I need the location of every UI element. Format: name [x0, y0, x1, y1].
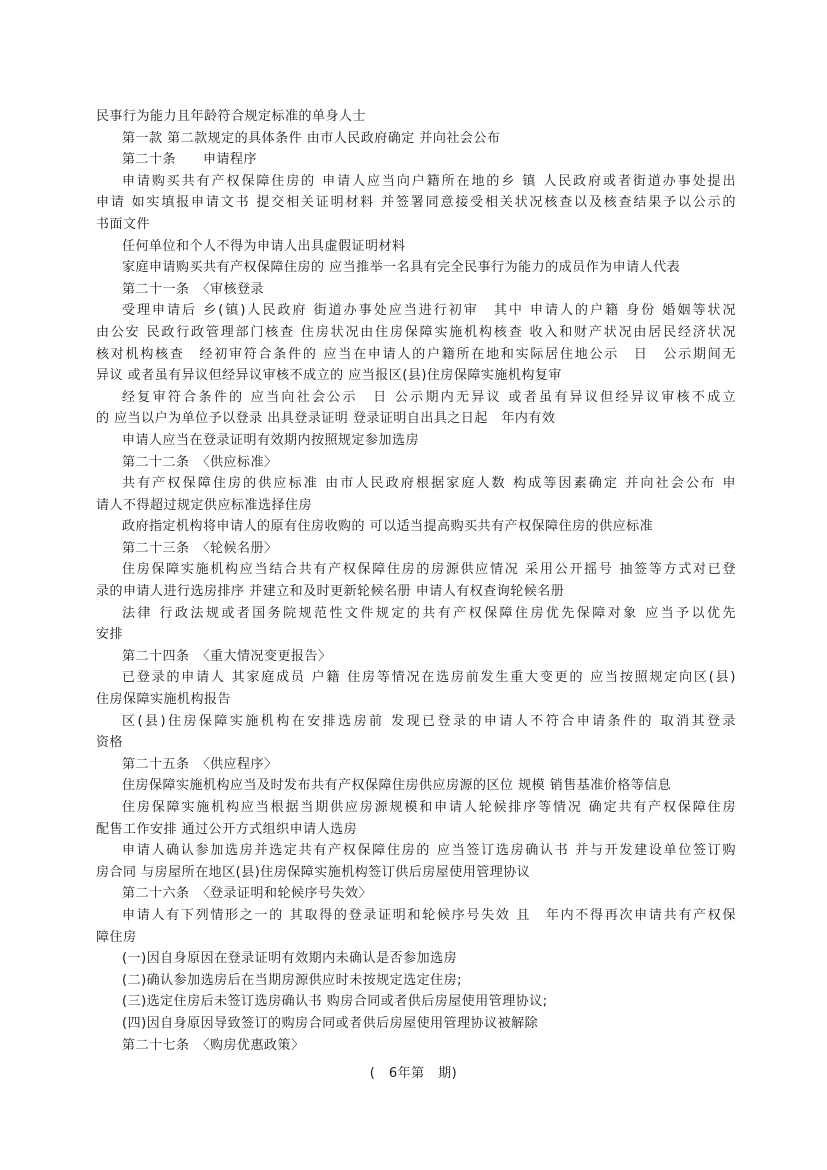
list-item: (二)确认参加选房后在当期房源供应时未按规定选定住房;	[122, 972, 463, 988]
text-line: 法律 行政法规或者国务院规范性文件规定的共有产权保障住房优先保障对象 应当予以优先	[122, 605, 736, 621]
document-body	[96, 106, 736, 1056]
text-line: 核对机构核查 经初审符合条件的 应当在申请人的户籍所在地和实际居住地公示 日 公示期间无	[96, 346, 736, 362]
text-line: 第一款 第二款规定的具体条件 由市人民政府确定 并向社会公布	[122, 130, 501, 146]
text-line: 申请 如实填报申请文书 提交相关证明材料 并签署同意接受相关状况核查以及核查结果予以公示的	[96, 195, 736, 211]
text-line: 共有产权保障住房的供应标准 由市人民政府根据家庭人数 构成等因素确定 并向社会公布 申	[122, 476, 736, 492]
list-item: (一)因自身原因在登录证明有效期内未确认是否参加选房	[122, 951, 458, 967]
text-line: 受理申请后 乡(镇)人民政府 街道办事处应当进行初审 其中 申请人的户籍 身份 婚姻等状况	[122, 303, 736, 319]
article-heading: 第二十二条 〈供应标准〉	[122, 454, 278, 470]
list-item: (三)选定住房后未签订选房确认书 购房合同或者供后房屋使用管理协议;	[122, 994, 548, 1010]
page-footer: ( 6年第 期)	[369, 1066, 458, 1081]
text-line: 已登录的申请人 其家庭成员 户籍 住房等情况在选房前发生重大变更的 应当按照规定向区(县)	[122, 670, 736, 686]
list-item: (四)因自身原因导致签订的购房合同或者供后房屋使用管理协议被解除	[122, 1015, 539, 1031]
text-line: 经复审符合条件的 应当向社会公示 日 公示期内无异议 或者虽有异议但经异议审核不成立	[122, 389, 736, 405]
text-line: 家庭申请购买共有产权保障住房的 应当推举一名具有完全民事行为能力的成员作为申请人代表	[122, 260, 681, 276]
text-line: 区(县)住房保障实施机构在安排选房前 发现已登录的申请人不符合申请条件的 取消其登录	[122, 713, 736, 729]
article-heading: 第二十五条 〈供应程序〉	[122, 756, 278, 772]
text-line: 住房保障实施机构报告	[96, 692, 232, 708]
text-line: 由公安 民政行政管理部门核查 住房状况由住房保障实施机构核查 收入和财产状况由居民经济状况	[96, 324, 736, 340]
text-line: 住房保障实施机构应当结合共有产权保障住房的房源供应情况 采用公开摇号 抽签等方式对已登	[122, 562, 736, 578]
article-heading: 第二十三条 〈轮候名册〉	[122, 540, 278, 556]
text-line: 申请人应当在登录证明有效期内按照规定参加选房	[122, 432, 420, 448]
text-line: 申请人有下列情形之一的 其取得的登录证明和轮候序号失效 且 年内不得再次申请共有产权保	[122, 907, 736, 923]
text-line: 资格	[96, 735, 124, 751]
text-line: 任何单位和个人不得为申请人出具虚假证明材料	[122, 238, 406, 254]
article-heading: 第二十一条 〈审核登录	[122, 281, 265, 297]
text-line: 请人不得超过规定供应标准选择住房	[96, 497, 313, 513]
text-line: 障住房	[96, 929, 137, 945]
text-line: 录的申请人进行选房排序 并建立和及时更新轮候名册 申请人有权查询轮候名册	[96, 584, 565, 600]
text-line: 申请购买共有产权保障住房的 申请人应当向户籍所在地的乡 镇 人民政府或者街道办事处提出	[122, 173, 736, 189]
text-line: 房合同 与房屋所在地区(县)住房保障实施机构签订供后房屋使用管理协议	[96, 864, 531, 880]
text-line: 住房保障实施机构应当及时发布共有产权保障住房供应房源的区位 规模 销售基准价格等信息	[122, 778, 672, 794]
text-line: 安排	[96, 627, 124, 643]
text-line: 书面文件	[96, 216, 151, 232]
text-line: 申请人确认参加选房并选定共有产权保障住房的 应当签订选房确认书 并与开发建设单位签订购	[122, 843, 736, 859]
article-heading: 第二十六条 〈登录证明和轮候序号失效〉	[122, 886, 373, 902]
text-line: 住房保障实施机构应当根据当期供应房源规模和申请人轮候排序等情况 确定共有产权保障住房	[122, 800, 736, 815]
text-line: 异议 或者虽有异议但经异议审核不成立的 应当报区(县)住房保障实施机构复审	[96, 368, 562, 384]
text-line: 民事行为能力且年龄符合规定标准的单身人士	[96, 109, 367, 124]
text-line: 配售工作安排 通过公开方式组织申请人选房	[96, 821, 358, 837]
article-heading: 第二十七条 〈购房优惠政策〉	[122, 1037, 305, 1053]
text-line: 的 应当以户为单位予以登录 出具登录证明 登录证明自出具之日起 年内有效	[96, 411, 556, 427]
article-heading: 第二十四条 〈重大情况变更报告〉	[122, 648, 332, 664]
text-line: 政府指定机构将申请人的原有住房收购的 可以适当提高购买共有产权保障住房的供应标准	[122, 519, 654, 535]
article-heading: 第二十条 申请程序	[122, 152, 258, 168]
